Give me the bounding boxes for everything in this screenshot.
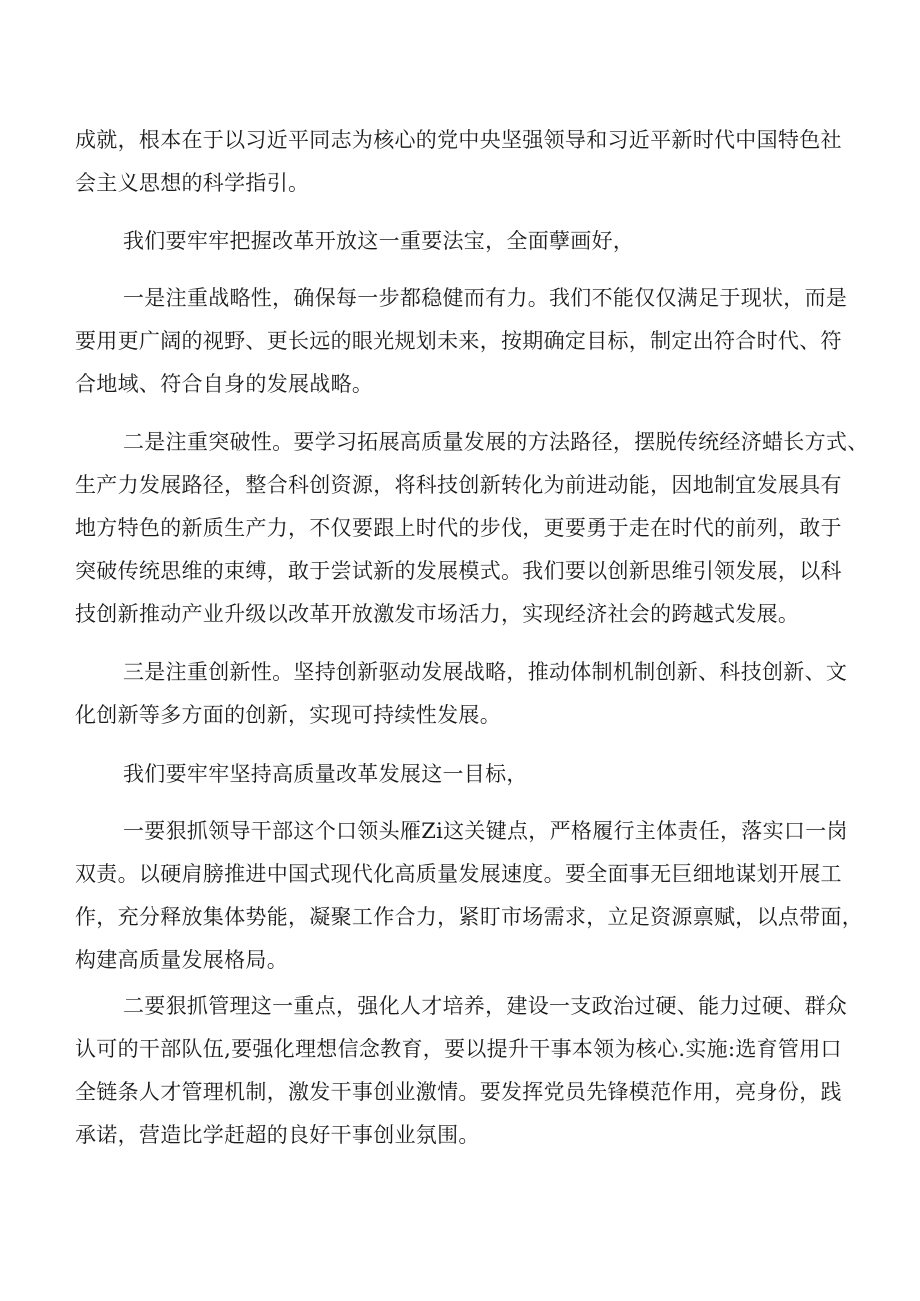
paragraph-5	[75, 651, 865, 737]
paragraph-8-line-4: 承诺，营造比学赶超的良好干事创业氛围。	[75, 1123, 480, 1147]
paragraph-2-line-1: 我们要牢牢把握改革开放这一重要法宝，全面孽画好，	[123, 229, 635, 253]
paragraph-8	[75, 985, 865, 1157]
paragraph-6-line-1: 我们要牢牢坚持高质量改革发展这一目标，	[123, 762, 528, 786]
paragraph-5-line-2: 化创新等多方面的创新，实现可持续性发展。	[75, 703, 501, 727]
paragraph-1-line-1: 成就，根本在于以习近平同志为核心的党中央坚强领导和习近平新时代中国特色社	[75, 128, 842, 152]
paragraph-5-line-1: 三是注重创新性。坚持创新驱动发展战略，推动体制机制创新、科技创新、文	[123, 660, 848, 684]
paragraph-7-line-4: 构建高质量发展格局。	[75, 948, 288, 972]
paragraph-4-line-5: 技创新推动产业升级以改革开放激发市场活力，实现经济社会的跨越式发展。	[75, 602, 800, 626]
paragraph-8-line-3: 全链条人才管理机制，激发干事创业激情。要发挥党员先锋模范作用，亮身份，践	[75, 1080, 842, 1104]
paragraph-8-line-2: 认可的干部队伍,要强化理想信念教育，要以提升干事本领为核心.实施:选育管用口	[75, 1037, 842, 1061]
paragraph-1	[75, 119, 865, 205]
paragraph-7-line-2: 双责。以硬肩膀推进中国式现代化高质量发展速度。要全面事无巨细地谋划开展工	[75, 862, 842, 886]
paragraph-7-line-3: 作，充分释放集体势能，凝聚工作合力，紧盯市场需求，立足资源禀赋，以点带面，	[75, 905, 864, 929]
paragraph-4-line-1: 二是注重突破性。要学习拓展高质量发展的方法路径，摆脱传统经济蜡长方式、	[123, 430, 869, 454]
paragraph-7-line-1: 一要狠抓领导干部这个口领头雁Zi这关键点，严格履行主体责任，落实口一岗	[123, 819, 848, 843]
paragraph-8-line-1: 二要狠抓管理这一重点，强化人才培养，建设一支政治过硬、能力过硬、群众	[123, 994, 848, 1018]
paragraph-4	[75, 421, 869, 636]
paragraph-4-line-4: 突破传统思维的束缚，敢于尝试新的发展模式。我们要以创新思维引领发展，以科	[75, 559, 842, 583]
paragraph-1-line-2: 会主义思想的科学指引。	[75, 171, 310, 195]
paragraph-4-line-3: 地方特色的新质生产力，不仅要跟上时代的步伐，更要勇于走在时代的前列，敢于	[75, 516, 842, 540]
paragraph-4-line-2: 生产力发展路径，整合科创资源，将科技创新转化为前进动能，因地制宜发展具有	[75, 473, 842, 497]
paragraph-3-line-3: 合地域、符合自身的发展战略。	[75, 372, 374, 396]
paragraph-7	[75, 810, 865, 982]
paragraph-3-line-1: 一是注重战略性，确保每一步都稳健而有力。我们不能仅仅满足于现状，而是	[123, 286, 848, 310]
paragraph-3-line-2: 要用更广阔的视野、更长远的眼光规划未来，按期确定目标，制定出符合时代、符	[75, 329, 842, 353]
paragraph-6	[75, 753, 865, 796]
paragraph-2	[75, 220, 865, 263]
paragraph-3	[75, 277, 865, 406]
